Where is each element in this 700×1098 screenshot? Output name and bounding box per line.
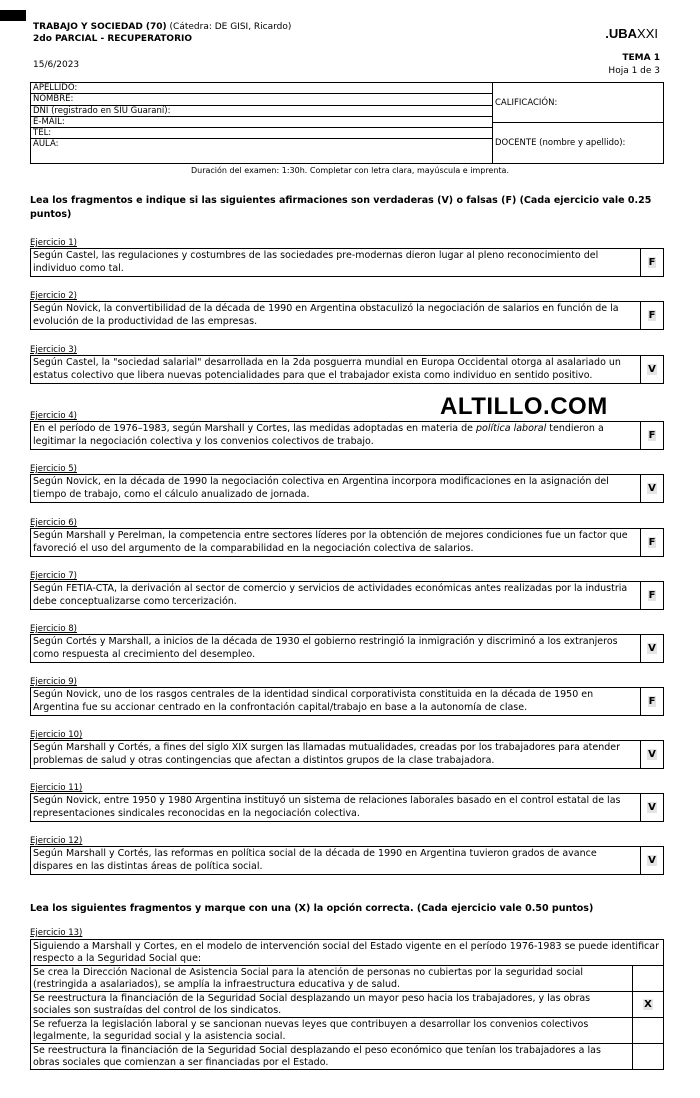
answer-box[interactable]: V (648, 483, 656, 494)
mc-answer-box[interactable] (633, 1018, 663, 1043)
answer-box[interactable]: V (648, 643, 656, 654)
exercise-statement: Según Novick, en la década de 1990 la negociación colectiva en Argentina incorpora modificaciones en la asignación del tiempo de trabajo, como el cálculo anualizado de jornada. (31, 475, 641, 502)
exercise-statement: Según FETIA-CTA, la derivación al sector de comercio y servicios de actividades económicas antes realizadas por la industria debe conceptualizarse como tercerización. (31, 582, 641, 609)
field-calificacion[interactable]: CALIFICACIÓN: (493, 83, 663, 123)
mc-option: Se refuerza la legislación laboral y se sancionan nuevas leyes que contribuyen a desarrollar los convenios colectivos legalmente, la seguridad social y la asistencia social. (31, 1018, 663, 1044)
mc-question: Siguiendo a Marshall y Cortes, en el modelo de intervención social del Estado vigente en el período 1976-1983 se puede identificar respecto a la Seguridad Social que: (31, 940, 663, 966)
answer-box[interactable]: F (648, 696, 656, 707)
page-count: Hoja 1 de 3 (608, 66, 660, 76)
field-apellido[interactable]: APELLIDO: (31, 83, 492, 94)
answer-box[interactable]: F (648, 590, 656, 601)
exercise-3 (30, 345, 664, 384)
exercise-statement: Según Castel, las regulaciones y costumbres de las sociedades pre-modernas dieron lugar al pleno reconocimiento del individuo como tal. (31, 249, 641, 276)
exercise-5 (30, 464, 664, 503)
mc-option: Se reestructura la financiación de la Seguridad Social desplazando el peso económico que tenían los trabajadores a las obras sociales que comienzan a ser financiadas por el Estado. (31, 1044, 663, 1069)
answer-box[interactable]: V (648, 855, 656, 866)
mc-answer-box[interactable] (633, 1044, 663, 1069)
exercise-label: Ejercicio 7) (30, 571, 77, 581)
field-docente[interactable]: DOCENTE (nombre y apellido): (495, 138, 626, 148)
exercise-9 (30, 677, 664, 716)
course-title: TRABAJO Y SOCIEDAD (70) (33, 22, 167, 32)
section-1-instructions: Lea los fragmentos e indique si las siguientes afirmaciones son verdaderas (V) o falsas (F) (Cada ejercicio vale 0.25 puntos) (30, 195, 652, 220)
exercise-label: Ejercicio 3) (30, 345, 77, 355)
exercise-2 (30, 291, 664, 330)
mc-answer-box[interactable]: X (644, 998, 652, 1010)
field-dni[interactable]: DNI (registrado en SIU Guaraní): (31, 106, 492, 117)
exercise-12 (30, 836, 664, 875)
answer-box[interactable]: V (648, 749, 656, 760)
answer-box[interactable]: F (648, 537, 656, 548)
exercise-statement: Según Castel, la "sociedad salarial" desarrollada en la 2da posguerra mundial en Europa Occidental otorga al asalariado un estatus colectivo que libera nuevas potencialidades para que el trabajador exista como individuo en sentido positivo. (31, 356, 641, 383)
field-email[interactable]: E-MAIL: (31, 117, 492, 128)
field-nombre[interactable]: NOMBRE: (31, 94, 492, 105)
field-tel[interactable]: TEL: (31, 128, 492, 139)
answer-box[interactable]: F (648, 430, 656, 441)
exercise-1 (30, 238, 664, 277)
exercise-10 (30, 730, 664, 769)
exercise-label: Ejercicio 2) (30, 291, 77, 301)
exercise-label: Ejercicio 5) (30, 464, 77, 474)
answer-box[interactable]: V (648, 364, 656, 375)
mc-answer-box[interactable] (633, 966, 663, 991)
exercise-label: Ejercicio 9) (30, 677, 77, 687)
mc-option: Se reestructura la financiación de la Seguridad Social desplazando un mayor peso hacia los trabajadores, y las obras sociales son sustraídas del control de los sindicatos. X (31, 992, 663, 1018)
exercise-7 (30, 571, 664, 610)
exercise-6 (30, 518, 664, 557)
exercise-statement: Según Marshall y Perelman, la competencia entre sectores líderes por la obtención de mejores condiciones fue un factor que favoreció el uso del argumento de la comparabilidad en la negociación colectiva de salarios. (31, 529, 641, 556)
exercise-statement: Según Novick, uno de los rasgos centrales de la identidad sindical corporativista constituida en la década de 1950 en Argentina fue su accionar centrado en la confrontación capital/trabajo en base a la autonomía de clase. (31, 688, 641, 715)
tema-label: TEMA 1 (622, 53, 660, 63)
exercise-13-label: Ejercicio 13) (30, 928, 83, 938)
exercise-label: Ejercicio 4) (30, 411, 77, 421)
course-chair: (Cátedra: DE GISI, Ricardo) (166, 22, 292, 32)
mc-option: Se crea la Dirección Nacional de Asistencia Social para la atención de personas no cubiertas por la seguridad social (restringida a asalariados), se amplía la infraestructura educativa y de salud. (31, 966, 663, 992)
exam-date: 15/6/2023 (33, 60, 80, 70)
exercise-13 (30, 939, 664, 1070)
exam-duration-note: Duración del examen: 1:30h. Completar con letra clara, mayúscula e imprenta. (190, 166, 510, 175)
section-2-instructions: Lea los siguientes fragmentos y marque con una (X) la opción correcta. (Cada ejercicio vale 0.50 puntos) (30, 903, 594, 914)
black-corner-bar (0, 10, 26, 21)
exercise-statement: Según Marshall y Cortés, las reformas en política social de la década de 1990 en Argentina tuvieron grados de avance dispares en las distintas áreas de política social. (31, 847, 641, 874)
uba-logo: .UBAXXI (605, 26, 658, 41)
field-aula[interactable]: AULA: (33, 139, 59, 150)
exercise-statement: Según Novick, entre 1950 y 1980 Argentina instituyó un sistema de relaciones laborales basado en el control estatal de las representaciones sindicales reconocidas en la negociación colectiva. (31, 794, 641, 821)
exercise-11 (30, 783, 664, 822)
answer-box[interactable]: F (648, 257, 656, 268)
answer-box[interactable]: V (648, 802, 656, 813)
exercise-label: Ejercicio 8) (30, 624, 77, 634)
exercise-label: Ejercicio 10) (30, 730, 83, 740)
exercise-statement: En el período de 1976–1983, según Marshall y Cortes, las medidas adoptadas en materia de política laboral tendieron a legitimar la negociación colectiva y los convenios colectivos de trabajo. (31, 422, 641, 449)
course-header (33, 21, 291, 45)
exercise-statement: Según Novick, la convertibilidad de la década de 1990 en Argentina obstaculizó la negociación de salarios en función de la evolución de la productividad de las empresas. (31, 302, 641, 329)
tema-info (608, 52, 660, 78)
exercise-label: Ejercicio 12) (30, 836, 83, 846)
exercise-label: Ejercicio 11) (30, 783, 83, 793)
student-id-table (30, 82, 664, 164)
exercise-label: Ejercicio 1) (30, 238, 77, 248)
answer-box[interactable]: F (648, 310, 656, 321)
exercise-label: Ejercicio 6) (30, 518, 77, 528)
exercise-statement: Según Cortés y Marshall, a inicios de la década de 1930 el gobierno restringió la inmigración y discriminó a los extranjeros como respuesta al crecimiento del desempleo. (31, 635, 641, 662)
exercise-8 (30, 624, 664, 663)
exercise-statement: Según Marshall y Cortés, a fines del siglo XIX surgen las llamadas mutualidades, creadas por los trabajadores para atender problemas de salud y otras contingencias que afectan a distintos grupos de la clase trabajadora. (31, 741, 641, 768)
exam-type: 2do PARCIAL - RECUPERATORIO (33, 34, 192, 44)
altillo-watermark: ALTILLO.COM (440, 393, 608, 420)
